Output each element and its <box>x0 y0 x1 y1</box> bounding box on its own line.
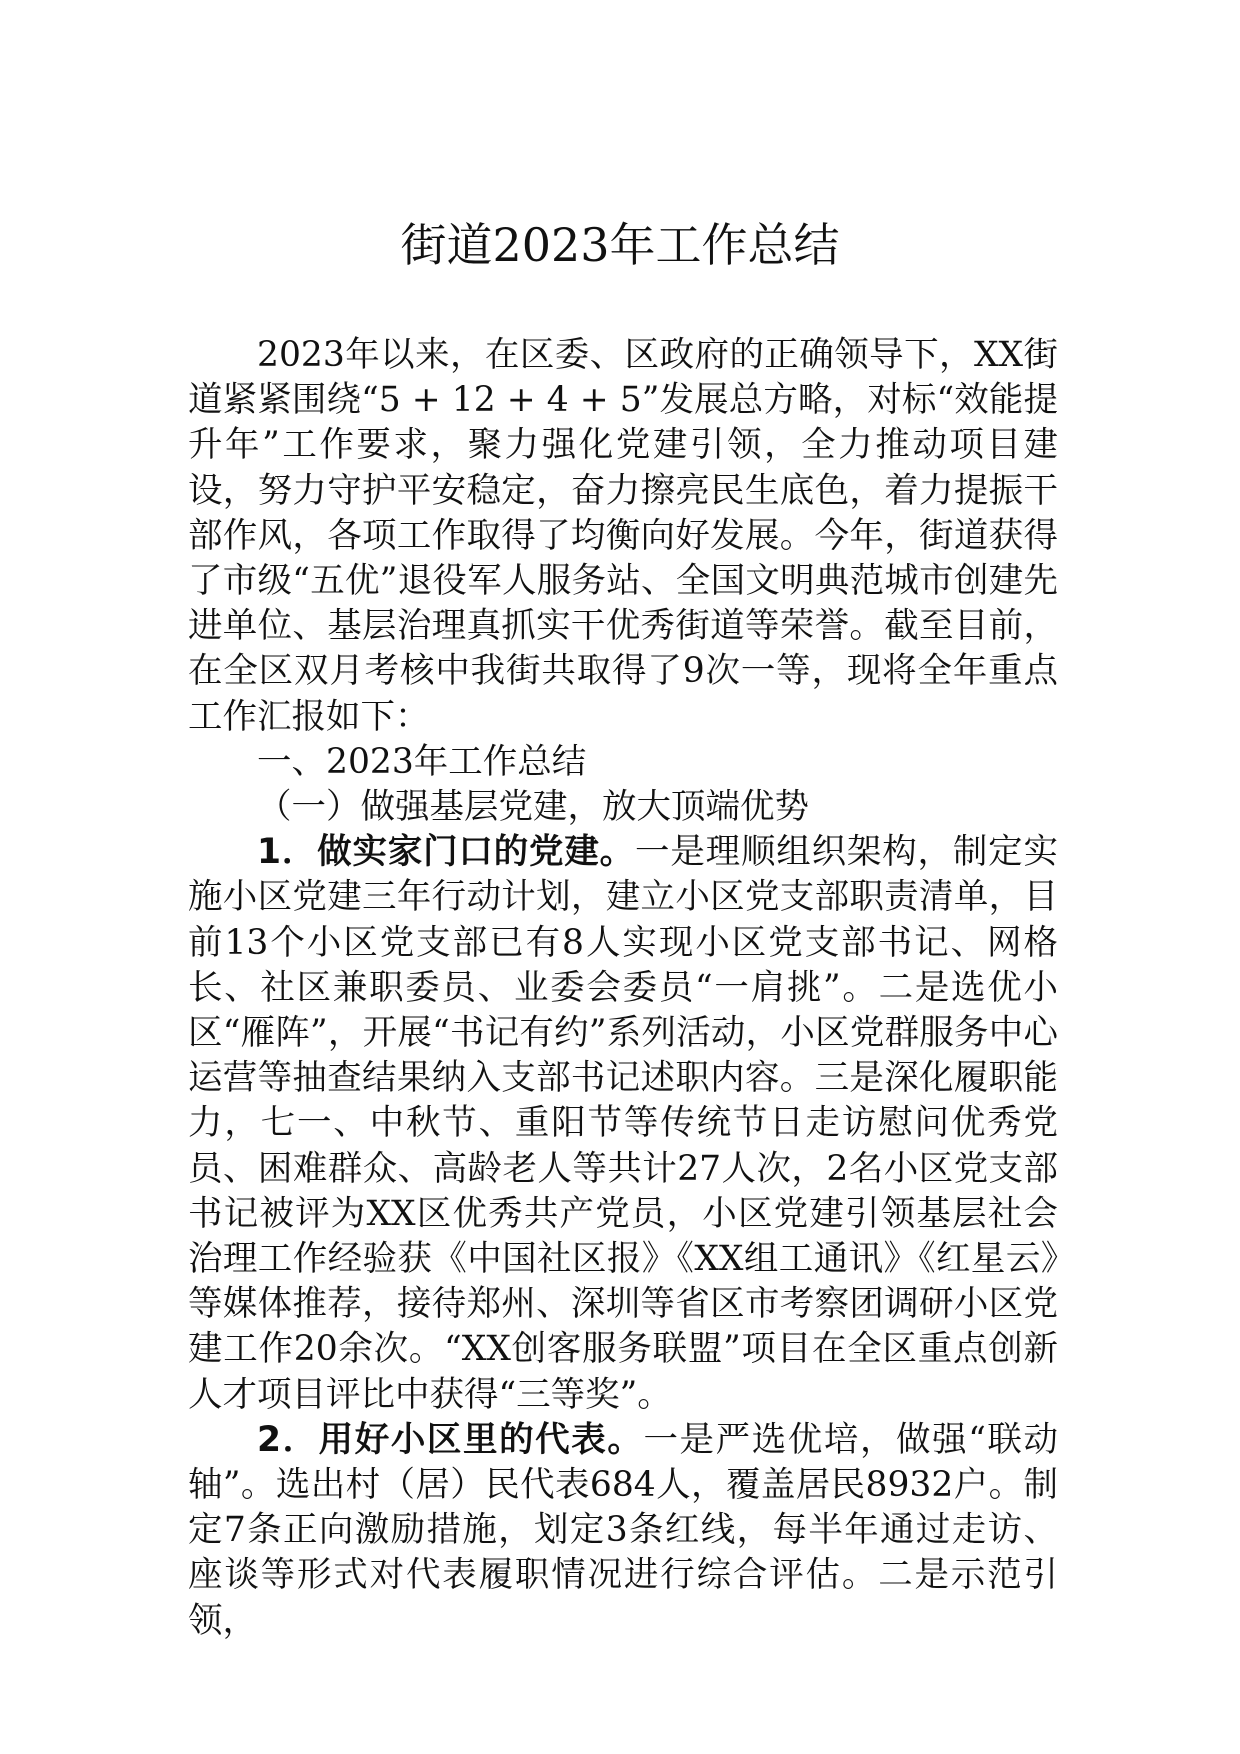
item-1-lead: 1．做实家门口的党建。 <box>257 832 635 873</box>
document-title: 街道2023年工作总结 <box>400 218 840 272</box>
subsection-heading: （一）做强基层党建，放大顶端优势 <box>257 787 809 828</box>
section-heading: 一、2023年工作总结 <box>257 741 587 782</box>
item-1-text: 一是理顺组织架构，制定实施小区党建三年行动计划，建立小区党支部职责清单，目前13个小区党支部已有8人实现小区党支部书记、网格长、社区兼职委员、业委会委员“一肩挑”。二是选优小区“雁阵”，开展“书记有约”系列活动，小区党群服务中心运营等抽查结果纳入支部书记述职内容。三是深化履职能力，七一、中秋节、重阳节等传统节日走访慰问优秀党员、困难群众、高龄老人等共计27人次，2名小区党支部书记被评为XX区优秀共产党员，小区党建引领基层社会治理工作经验获《中国社区报》《XX组工通讯》《红星云》等媒体推荐，接待郑州、深圳等省区市考察团调研小区党建工作20余次。“XX创客服务联盟”项目在全区重点创新人才项目评比中获得“三等奖”。 <box>188 832 1058 1415</box>
item-2-paragraph <box>188 1418 1058 1644</box>
intro-paragraph: 2023年以来，在区委、区政府的正确领导下，XX街道紧紧围绕“5 + 12 + 4 + 5”发展总方略，对标“效能提升年”工作要求，聚力强化党建引领，全力推动项目建设，努力守护平安稳定，奋力擦亮民生底色，着力提振干部作风，各项工作取得了均衡向好发展。今年，街道获得了市级“五优”退役军人服务站、全国文明典范城市创建先进单位、基层治理真抓实干优秀街道等荣誉。截至目前，在全区双月考核中我街共取得了9次一等，现将全年重点工作汇报如下： <box>188 335 1058 737</box>
item-2-text: 一是严选优培，做强“联动轴”。选出村（居）民代表684人，覆盖居民8932户。制定7条正向激励措施，划定3条红线，每半年通过走访、座谈等形式对代表履职情况进行综合评估。二是示范引领， <box>188 1419 1058 1641</box>
item-2-lead: 2．用好小区里的代表。 <box>257 1419 644 1460</box>
item-1-paragraph <box>188 830 1058 1418</box>
document-body <box>188 333 1058 1644</box>
